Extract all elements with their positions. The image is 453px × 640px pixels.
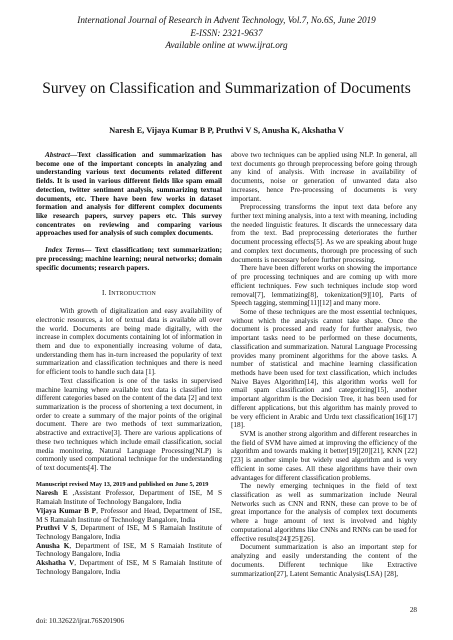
affiliation-name: Pruthvi V S: [36, 524, 76, 533]
abstract-body: —Text classification and summarization has become one of the important concepts in analyzing and understanding various text documents related different fields. It is used in various different fields like spam email detection, twitter sentiment analysis, summarizing textual documents, etc. There have been few works in dataset formation and analysis for different complex documents like research papers, survey papers etc. This survey concentrates on reviewing and comparing various approaches used for analysis of such complex documents.: [36, 151, 222, 238]
section-initial: I: [108, 289, 112, 298]
affiliation-5: [36, 559, 222, 576]
affiliation-name: Vijaya Kumar B P: [36, 506, 97, 515]
affiliation-text: ,Assistant Professor, Department of ISE, M S Ramaiah Institute of Technology Bangalore, India: [36, 489, 222, 507]
page-number: 28: [409, 606, 417, 614]
affiliation-text: , Department of ISE, M S Ramaiah Institute of Technology Bangalore, India: [36, 559, 222, 576]
journal-url: Available online at www.ijrat.org: [165, 40, 288, 50]
doi-link[interactable]: doi: 10.32622/ijrat.76S201906: [36, 617, 125, 625]
section-heading-introduction: [36, 289, 222, 299]
journal-name: International Journal of Research in Advent Technology, Vol.7, No.6S, June 2019: [77, 15, 376, 25]
affiliation-1: [36, 489, 222, 506]
abstract-heading: Abstract: [45, 151, 70, 159]
journal-header: [0, 14, 453, 52]
body-paragraph-3: There have been different works on showing the importance of pre processing techniques and are coming up with more efficient techniques. Few such techniques include stop word removal[7], lemmatizing[8], tokenization[9][10], Parts of Speech tagging, stemming[11][12] and many more.: [231, 264, 417, 308]
affiliation-text: , Department of ISE, M S Ramaiah Institute of Technology Bangalore, India: [36, 524, 222, 542]
body-paragraph-1: above two techniques can be applied using NLP. In general, all text documents go through preprocessing before going through any kind of analysis. With increase in availability of documents, noise or generation of unwanted data also increases, hence Pre-processing of documents is very important.: [231, 151, 417, 203]
paper-title: Survey on Classification and Summarization of Documents: [42, 80, 411, 97]
journal-issn: E-ISSN: 2321-9637: [190, 27, 263, 38]
affiliation-name: Anusha K: [36, 541, 70, 550]
index-terms-body: — Text classification; text summarization; pre processing; machine learning; neural networks; domain specific documents; research papers.: [36, 246, 222, 272]
body-paragraph-6: The newly emerging techniques in the field of text classification as well as summarization include Neural Networks such as CNN and RNN, these can prove to be of great importance for the analysis of complex text documents where a huge amount of text is involved and highly computational algorithms like CNNs and RNNs can be used for effective results[24][25][26].: [231, 482, 417, 543]
index-terms-heading: Index Terms: [45, 246, 85, 255]
affiliation-3: [36, 524, 222, 541]
affiliation-name: Akshatha V: [36, 559, 75, 568]
abstract: [36, 151, 222, 238]
affiliation-4: [36, 542, 222, 559]
section-number: I.: [101, 289, 107, 298]
body-paragraph-2: Preprocessing transforms the input text data before any further text mining analysis, into a text with meaning, including the needed linguistic features. It discards the unnecessary data from the text. Bad preprocessing deteriorates the further document processing effects[5]. As we are speaking about huge and complex text documents, thorough pre processing of such documents is necessary before further processing.: [231, 203, 417, 264]
affiliation-2: [36, 507, 222, 524]
manuscript-note: Manuscript revised May 13, 2019 and published on June 5, 2019: [36, 480, 209, 488]
affiliation-text: , Professor and Head, Department of ISE, M S Ramaiah Institute of Technology Bangalore, India: [36, 506, 222, 524]
right-column: [231, 151, 417, 578]
author-list: Naresh E, Vijaya Kumar B P, Pruthvi V S, Anusha K, Akshatha V: [109, 126, 344, 135]
index-terms: [36, 246, 222, 272]
intro-paragraph-1: With growth of digitalization and easy availability of electronic resources, a lot of textual data is available all over the world. Documents are being made digitally, with the increase in complex documents containing lot of information in them and due to exponentially increasing volume of data, understanding them has in-turn increased the popularity of text summarization and classification techniques and there is need for efficient tools to handle such data [1].: [36, 307, 222, 377]
section-title-rest: NTRODUCTION: [111, 291, 157, 298]
body-paragraph-5: SVM is another strong algorithm and different researches in the field of SVM have aimed at improving the efficiency of the algorithm and towards making it better[19][20][21], KNN [22][23] is another simple but widely used algorithm and is very efficient in some cases. All these algorithms have their own advantages for different classification problems.: [231, 430, 417, 482]
intro-paragraph-2: Text classification is one of the tasks in supervised machine learning where available text data is classified into different categories based on the content of the data [2] and text summarization is the process of shortening a text document, in order to create a summary of the major points of the original document. There are two methods of text summarization, abstractive and extractive[3]. There are various applications of these two techniques which include email classification, social media monitoring. Natural Language Processing(NLP) is commonly used computational technique for the understanding of text documents[4]. The: [36, 376, 222, 472]
affiliation-text: , Department of ISE, M S Ramaiah Institute of Technology Bangalore, India: [36, 541, 223, 559]
body-paragraph-4: Some of these techniques are the most essential techniques, without which the analysis cannot take shape. Once the document is processed and ready for further analysis, two important tasks need to be performed on these documents, classification and summarization. Natural Language Processing provides many prominent algorithms for the above tasks. A number of statistical and machine learning classification methods have been used for text classification, which includes Naive Bayes Algorithm[14], this algorithm works well for email spam classification and categorizing[15], another important algorithm is the Decision Tree, it has been used for different applications, but this algorithm has mainly proved to be very efficient in Arabic and Urdu text classification[16][17][18].: [231, 307, 417, 430]
affiliation-name: Naresh E: [36, 489, 68, 498]
left-column: [36, 151, 222, 577]
body-paragraph-7: Document summarization is also an important step for analyzing and easily understanding the content of the documents. Different technique like Extractive summarization[27], Latent Semantic Analysis(LSA) [28],: [231, 543, 417, 578]
